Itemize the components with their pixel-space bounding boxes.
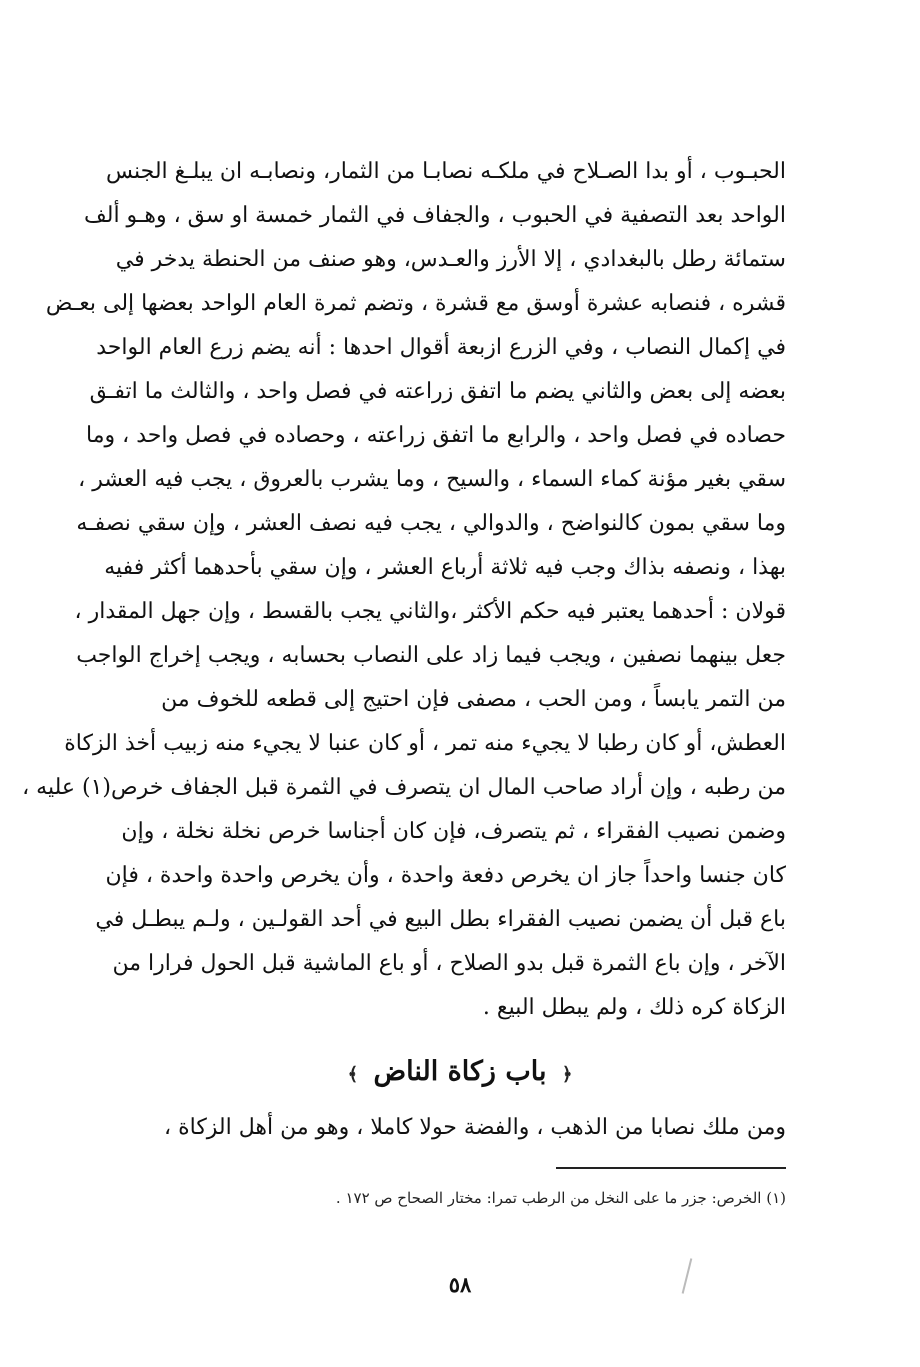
body-line-19: الآخر ، وإن باع الثمرة قبل بدو الصلاح ، أو باع الماشية قبل الحول فرارا من [112, 951, 786, 976]
body-line-14: العطش، أو كان رطبا لا يجيء منه تمر ، أو كان عنبا لا يجيء منه زبيب أخذ الزكاة [64, 731, 786, 756]
section-heading [0, 1050, 920, 1097]
body-line-6: بعضه إلى بعض والثاني يضم ما اتفق زراعته في فصل واحد ، والثالث ما اتفـق [89, 379, 786, 404]
body-line-13: من التمر يابساً ، ومن الحب ، مصفى فإن احتيج إلى قطعه للخوف من [161, 687, 786, 712]
body-line-16: وضمن نصيب الفقراء ، ثم يتصرف، فإن كان أجناسا خرص نخلة نخلة ، وإن [121, 819, 786, 844]
body-line-7: حصاده في فصل واحد ، والرابع ما اتفق زراعته ، وحصاده في فصل واحد ، وما [86, 423, 786, 448]
footnote: (١) الخرص: جزر ما على النخل من الرطب تمرا: مختار الصحاح ص ١٧٢ . [335, 1189, 786, 1207]
body-line-17: كان جنسا واحداً جاز ان يخرص دفعة واحدة ، وأن يخرص واحدة واحدة ، فإن [105, 863, 786, 888]
body-line-2: الواحد بعد التصفية في الحبوب ، والجفاف في الثمار خمسة او سق ، وهـو ألف [83, 203, 786, 228]
body-line-3: ستمائة رطل بالبغدادي ، إلا الأرز والعـدس، وهو صنف من الحنطة يدخر في [115, 247, 786, 272]
section-first-line: ومن ملك نصابا من الذهب ، والفضة حولا كاملا ، وهو من أهل الزكاة ، [164, 1115, 786, 1140]
heading-ornament-left: ﴾ [347, 1064, 359, 1085]
body-line-12: جعل بينهما نصفين ، ويجب فيما زاد على النصاب بحسابه ، ويجب إخراج الواجب [76, 643, 786, 668]
body-line-10: بهذا ، ونصفه بذاك وجب فيه ثلاثة أرباع العشر ، وإن سقي بأحدهما أكثر ففيه [104, 555, 786, 580]
page-number: ٥٨ [448, 1272, 472, 1297]
body-line-15: من رطبه ، وإن أراد صاحب المال ان يتصرف في الثمرة قبل الجفاف خرص(١) عليه ، [22, 775, 786, 800]
body-line-20: الزكاة كره ذلك ، ولم يبطل البيع . [482, 995, 786, 1020]
body-line-9: وما سقي بمون كالنواضح ، والدوالي ، يجب فيه نصف العشر ، وإن سقي نصفـه [76, 511, 786, 536]
footnote-divider [556, 1167, 786, 1169]
heading-ornament-right: ﴿ [561, 1064, 573, 1085]
body-line-1: الحبـوب ، أو بدا الصـلاح في ملكـه نصابـا من الثمار، ونصابـه ان يبلـغ الجنس [105, 159, 786, 184]
body-line-4: قشره ، فنصابه عشرة أوسق مع قشرة ، وتضم ثمرة العام الواحد بعضها إلى بعـض [45, 291, 786, 316]
body-line-5: في إكمال النصاب ، وفي الزرع ازبعة أقوال احدها : أنه يضم زرع العام الواحد [96, 335, 786, 360]
body-line-8: سقي بغير مؤنة كماء السماء ، والسيح ، وما يشرب بالعروق ، يجب فيه العشر ، [78, 467, 786, 492]
body-line-18: باع قبل أن يضمن نصيب الفقراء بطل البيع في أحد القولـين ، ولـم يبطـل في [95, 907, 786, 932]
body-text [22, 150, 786, 1030]
section-heading-text: باب زكاة الناض [373, 1056, 547, 1087]
body-line-11: قولان : أحدهما يعتبر فيه حكم الأكثر ،والثاني يجب بالقسط ، وإن جهل المقدار ، [74, 599, 786, 624]
